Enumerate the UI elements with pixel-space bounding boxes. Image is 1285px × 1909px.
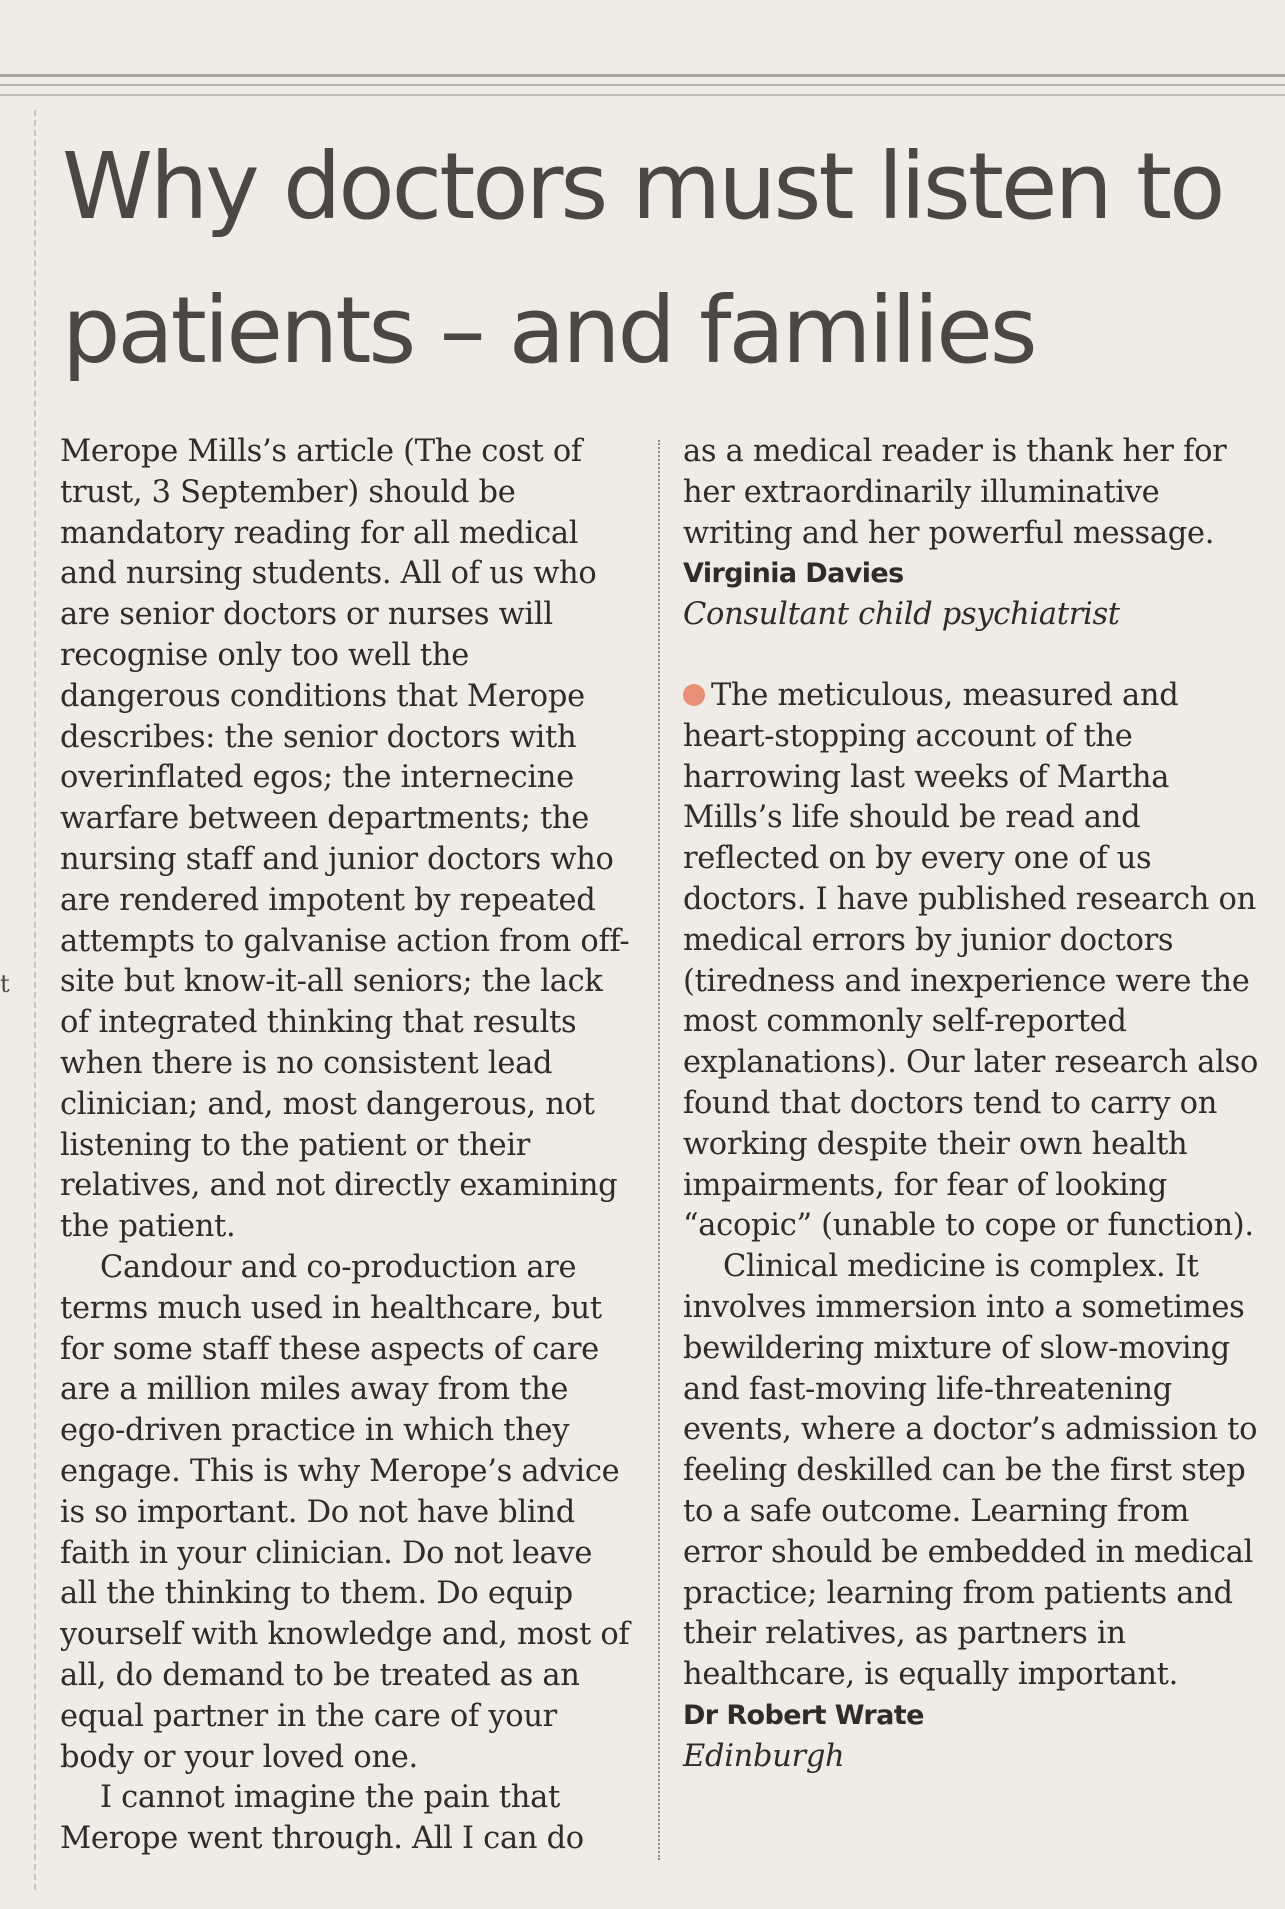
letter-2-role: Edinburgh xyxy=(683,1738,845,1774)
letter-2-paragraph-1 xyxy=(683,676,1263,1247)
column-separator xyxy=(658,440,660,1860)
left-column xyxy=(60,432,630,1860)
letter-2-paragraph-2: Clinical medicine is complex. It involves immersion into a sometimes bewildering mixture of slow-moving and fast-moving life-threatening events, where a doctor’s admission to feeling deskilled can be the first step to a safe outcome. Learning from error should be embedded in medical practice; learning from patients and their relatives, as partners in healthcare, is equally important. xyxy=(683,1249,1258,1693)
letter-1-paragraph-3-continued: as a medical reader is thank her for her extraordinarily illuminative writing and her powerful message. xyxy=(683,434,1227,551)
letter-2-paragraph-1-text: The meticulous, measured and heart-stopping account of the harrowing last weeks of Martha Mills’s life should be read and reflected on by every one of us doctors. I have published research on medical errors by junior doctors (tiredness and inexperience were the most commonly self-reported explanations). Our later research also found that doctors tend to carry on working despite their own health impairments, for fear of looking “acopic” (unable to cope or function). xyxy=(683,677,1259,1244)
headline: Why doctors must listen to patients – and families xyxy=(62,133,1223,384)
top-rule-3 xyxy=(0,94,1285,96)
letter-1-paragraph-3: I cannot imagine the pain that Merope went through. All I can do xyxy=(60,1780,584,1857)
right-column xyxy=(683,432,1263,1778)
letter-1-author: Virginia Davies xyxy=(683,558,904,590)
letter-1-paragraph-2: Candour and co-production are terms much used in healthcare, but for some staff these aspects of care are a million miles away from the ego-driven practice in which they engage. This is why Merope’s advice is so important. Do not have blind faith in your clinician. Do not leave all the thinking to them. Do equip yourself with knowledge and, most of all, do demand to be treated as an equal partner in the care of your body or your loved one. xyxy=(60,1249,630,1775)
letter-1-role: Consultant child psychiatrist xyxy=(683,597,1120,633)
letter-bullet-icon xyxy=(683,684,705,706)
left-column-divider xyxy=(34,110,36,1890)
top-rule-2 xyxy=(0,84,1285,86)
letter-2-author: Dr Robert Wrate xyxy=(683,1699,924,1731)
adjacent-column-fragment: t xyxy=(0,970,10,998)
top-rule xyxy=(0,74,1285,77)
letter-1-paragraph-1: Merope Mills’s article (The cost of trust, 3 September) should be mandatory reading for all medical and nursing students. All of us who are senior doctors or nurses will recognise only too well the dangerous conditions that Merope describes: the senior doctors with overinflated egos; the internecine warfare between departments; the nursing staff and junior doctors who are rendered impotent by repeated attempts to galvanise action from off-site but know-it-all seniors; the lack of integrated thinking that results when there is no consistent lead clinician; and, most dangerous, not listening to the patient or their relatives, and not directly examining the patient. xyxy=(60,434,630,1245)
